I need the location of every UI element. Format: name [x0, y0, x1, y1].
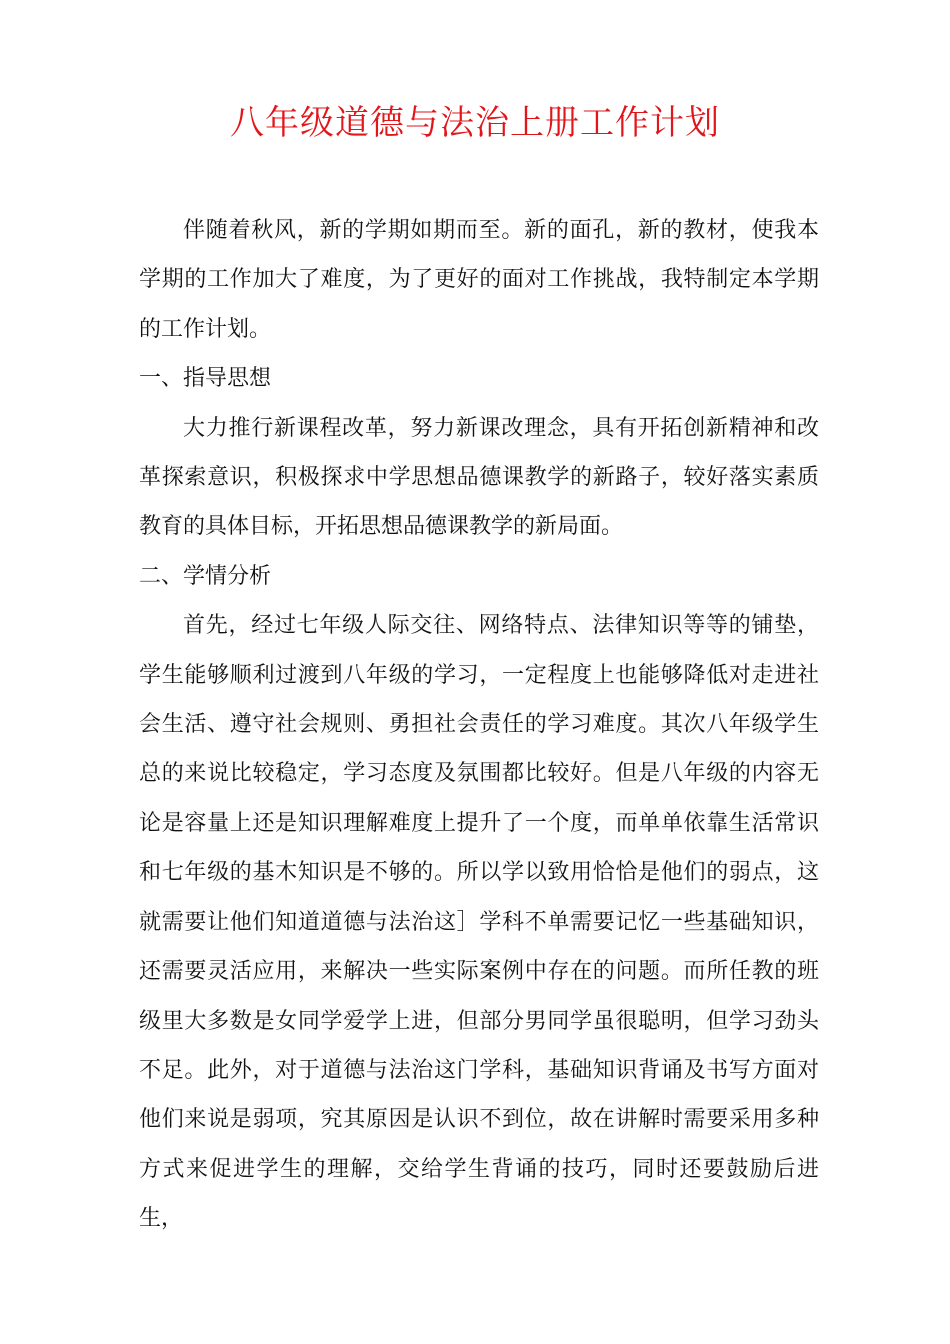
document-title: 八年级道德与法治上册工作计划	[230, 103, 720, 143]
section-paragraph-student-analysis: 首先，经过七年级人际交往、网络特点、法律知识等等的铺垫，学生能够顺利过渡到八年级的学习，一定程度上也能够降低对走进社会生活、遵守社会规则、勇担社会责任的学习难度。其次八年级学生总的来说比较稳定，学习态度及氛围都比较好。但是八年级的内容无论是容量上还是知识理解难度上提升了一个度，而单单依靠生活常识和七年级的基木知识是不够的。所以学以致用恰恰是他们的弱点，这就需要让他们知道道德与法治这］学科不单需要记忆一些基础知识，还需要灵活应用，来解决一些实际案例中存在的问题。而所任教的班级里大多数是女同学爱学上进，但部分男同学虽很聪明，但学习劲头不足。此外，对于道德与法治这门学科，基础知识背诵及书写方面对他们来说是弱项，究其原因是认识不到位，故在讲解时需要采用多种方式来促进学生的理解，交给学生背诵的技巧，同时还要鼓励后进生，	[139, 613, 819, 1232]
section-paragraph-guiding-ideology: 大力推行新课程改革，努力新课改理念，具有开拓创新精神和改革探索意识，积极探求中学思想品德课教学的新路子，较好落实素质教育的具体目标，开拓思想品德课教学的新局面。	[139, 415, 819, 540]
intro-paragraph: 伴随着秋风，新的学期如期而至。新的面孔，新的教材，使我本学期的工作加大了难度，为了更好的面对工作挑战，我特制定本学期的工作计划。	[139, 218, 819, 342]
section-heading-guiding-ideology: 一、指导思想	[139, 366, 272, 392]
section-heading-student-analysis: 二、学情分析	[139, 563, 272, 589]
document-body	[139, 206, 819, 1244]
